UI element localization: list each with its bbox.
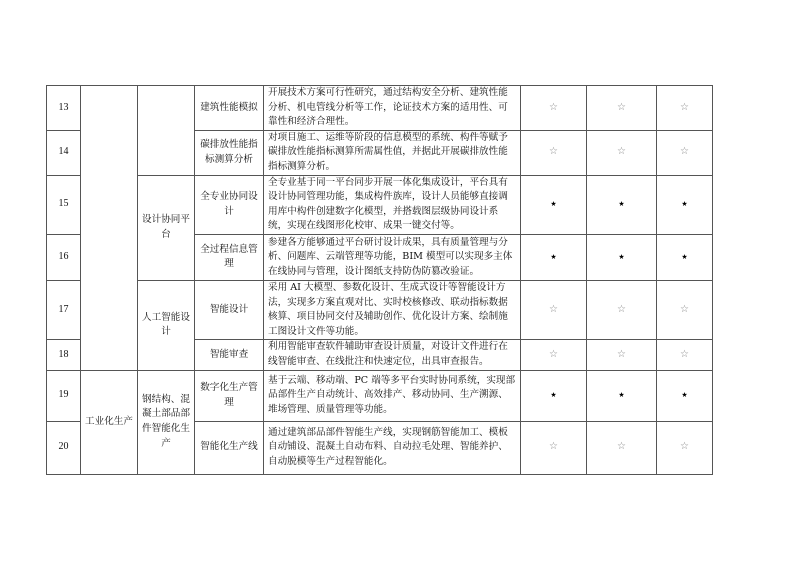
rating-cell [587,421,657,474]
rating-cell [587,280,657,339]
empty-star-icon: ☆ [680,303,689,315]
empty-star-icon: ☆ [549,101,558,113]
empty-star-icon: ☆ [680,146,689,158]
rating-cell [657,175,713,234]
category-cell [81,86,138,371]
rating-cell [657,421,713,474]
item-description: 开展技术方案可行性研究，通过结构安全分析、建筑性能分析、机电管线分析等工作，论证技术方案的适用性、可靠性和经济合理性。 [264,86,521,131]
empty-star-icon: ☆ [617,303,626,315]
rating-cell [521,340,587,370]
item-description: 基于云端、移动端、PC 端等多平台实时协同系统，实现部品部件生产自动统计、高效排产、移动协同、生产溯源、堆场管理、质量管理等功能。 [264,370,521,421]
item-name: 碳排放性能指标测算分析 [195,130,264,175]
empty-star-icon: ☆ [617,348,626,360]
subcategory-cell: 设计协同平台 [138,175,195,280]
item-name: 建筑性能模拟 [195,86,264,131]
empty-star-icon: ☆ [549,303,558,315]
item-description: 全专业基于同一平台同步开展一体化集成设计，平台具有设计协同管理功能，集成构件族库，设计人员能够直接调用库中构件创建数字化模型，并搭载图层级协同设计系统，实现在线图形化校审、成果一键交付等。 [264,175,521,234]
row-number: 16 [47,234,81,280]
requirements-table [46,85,713,475]
empty-star-icon: ☆ [680,348,689,360]
empty-star-icon: ☆ [617,441,626,453]
item-description: 采用 AI 大模型、参数化设计、生成式设计等智能设计方法，实现多方案直观对比、实时校核修改、联动指标数据核算、项目协同交付及辅助创作、优化设计方案、绘制施工图设计文件等功能。 [264,280,521,339]
item-description: 利用智能审查软件辅助审查设计质量，对设计文件进行在线智能审查、在线批注和快速定位，出具审查报告。 [264,340,521,370]
empty-star-icon: ☆ [617,101,626,113]
filled-star-icon: ★ [550,391,557,400]
rating-cell [587,340,657,370]
item-name: 全专业协同设计 [195,175,264,234]
item-name: 智能化生产线 [195,421,264,474]
rating-cell [521,370,587,421]
rating-cell [521,421,587,474]
table-row [47,86,713,131]
subcategory-cell: 钢结构、混凝土部品部件智能化生产 [138,370,195,474]
empty-star-icon: ☆ [617,146,626,158]
rating-cell [587,370,657,421]
empty-star-icon: ☆ [549,146,558,158]
empty-star-icon: ☆ [680,441,689,453]
item-description: 通过建筑部品部件智能生产线，实现钢筋智能加工、模板自动铺设、混凝土自动布料、自动拉毛处理、智能养护、自动脱模等生产过程智能化。 [264,421,521,474]
subcategory-cell: 人工智能设计 [138,280,195,370]
row-number: 13 [47,86,81,131]
empty-star-icon: ☆ [549,441,558,453]
subcategory-cell [138,86,195,176]
item-name: 全过程信息管理 [195,234,264,280]
rating-cell [521,175,587,234]
rating-cell [657,370,713,421]
rating-cell [521,234,587,280]
empty-star-icon: ☆ [680,101,689,113]
rating-cell [521,86,587,131]
filled-star-icon: ★ [681,253,688,262]
item-name: 智能审查 [195,340,264,370]
table-row [47,175,713,234]
row-number: 19 [47,370,81,421]
rating-cell [657,86,713,131]
rating-cell [657,340,713,370]
item-description: 对项目施工、运维等阶段的信息模型的系统、构件等赋予碳排放性能指标测算所需属性值，并据此开展碳排放性能指标测算分析。 [264,130,521,175]
rating-cell [587,175,657,234]
filled-star-icon: ★ [681,391,688,400]
filled-star-icon: ★ [681,200,688,209]
rating-cell [521,130,587,175]
row-number: 20 [47,421,81,474]
row-number: 15 [47,175,81,234]
row-number: 18 [47,340,81,370]
rating-cell [587,86,657,131]
empty-star-icon: ☆ [549,348,558,360]
rating-cell [657,130,713,175]
item-name: 数字化生产管理 [195,370,264,421]
item-name: 智能设计 [195,280,264,339]
rating-cell [657,280,713,339]
rating-cell [587,234,657,280]
rating-cell [657,234,713,280]
filled-star-icon: ★ [618,200,625,209]
table-row [47,370,713,421]
rating-cell [521,280,587,339]
filled-star-icon: ★ [550,253,557,262]
table-row [47,280,713,339]
filled-star-icon: ★ [618,391,625,400]
item-description: 参建各方能够通过平台研讨设计成果，具有质量管理与分析、问题库、云端管理等功能，BIM 模型可以实现多主体在线协同与管理，设计图纸支持防伪防篡改验证。 [264,234,521,280]
row-number: 14 [47,130,81,175]
filled-star-icon: ★ [550,200,557,209]
category-cell: 工业化生产 [81,370,138,474]
rating-cell [587,130,657,175]
row-number: 17 [47,280,81,339]
filled-star-icon: ★ [618,253,625,262]
